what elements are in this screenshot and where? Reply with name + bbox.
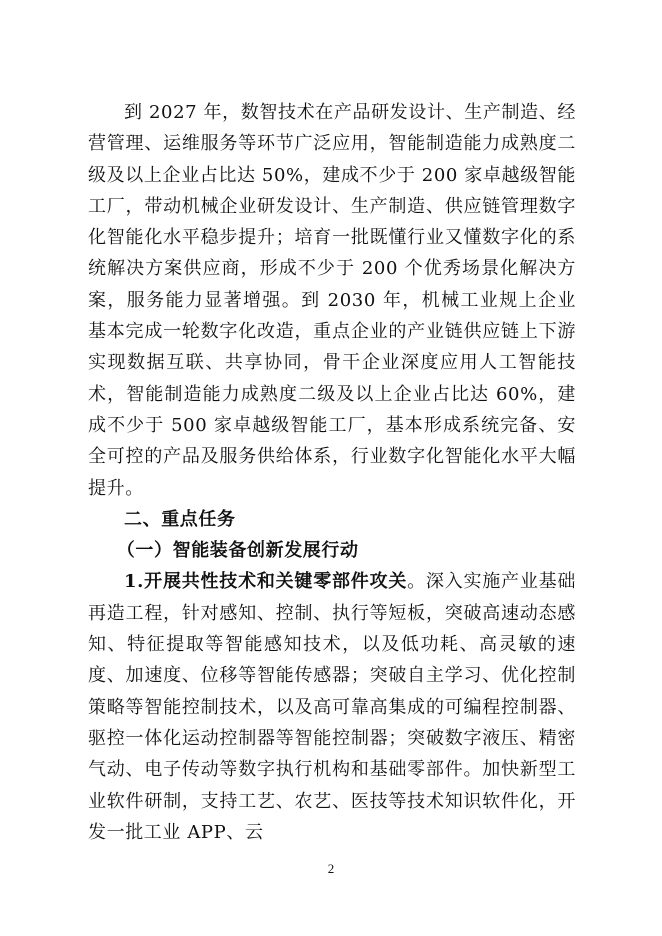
- section-heading-key-tasks: 二、重点任务: [124, 508, 236, 530]
- item-1-title: 1.开展共性技术和关键零部件攻关: [124, 571, 408, 593]
- paragraph-item-1: [88, 566, 576, 848]
- paragraph-targets-2027-2030: 到 2027 年，数智技术在产品研发设计、生产制造、经营管理、运维服务等环节广泛应用，智能制造能力成熟度二级及以上企业占比达 50%，建成不少于 200 家卓越级智能工厂，带动机械企业研发设计、生产制造、供应链管理数字化智能化水平稳步提升；培育一批既懂行业又懂数字化的系统解决方案供应商，形成不少于 200 个优秀场景化解决方案，服务能力显著增强。到 2030 年，机械工业规上企业基本完成一轮数字化改造，重点企业的产业链供应链上下游实现数据互联、共享协同，骨干企业深度应用人工智能技术，智能制造能力成熟度二级及以上企业占比达 60%，建成不少于 500 家卓越级智能工厂，基本形成系统完备、安全可控的产品及服务供给体系，行业数字化智能化水平大幅提升。: [88, 102, 576, 499]
- subsection-heading-smart-equipment: （一）智能装备创新发展行动: [116, 540, 359, 562]
- item-1-body: 。深入实施产业基础再造工程，针对感知、控制、执行等短板，突破高速动态感知、特征提取等智能感知技术，以及低功耗、高灵敏的速度、加速度、位移等智能传感器；突破自主学习、优化控制策略等智能控制技术，以及高可靠高集成的可编程控制器、驱控一体化运动控制器等智能控制器；突破数字液压、精密气动、电子传动等数字执行机构和基础零部件。加快新型工业软件研制，支持工艺、农艺、医技等技术知识软件化，开发一批工业 APP、云: [88, 571, 577, 843]
- document-body: [88, 97, 576, 848]
- page-number: 2: [327, 861, 335, 876]
